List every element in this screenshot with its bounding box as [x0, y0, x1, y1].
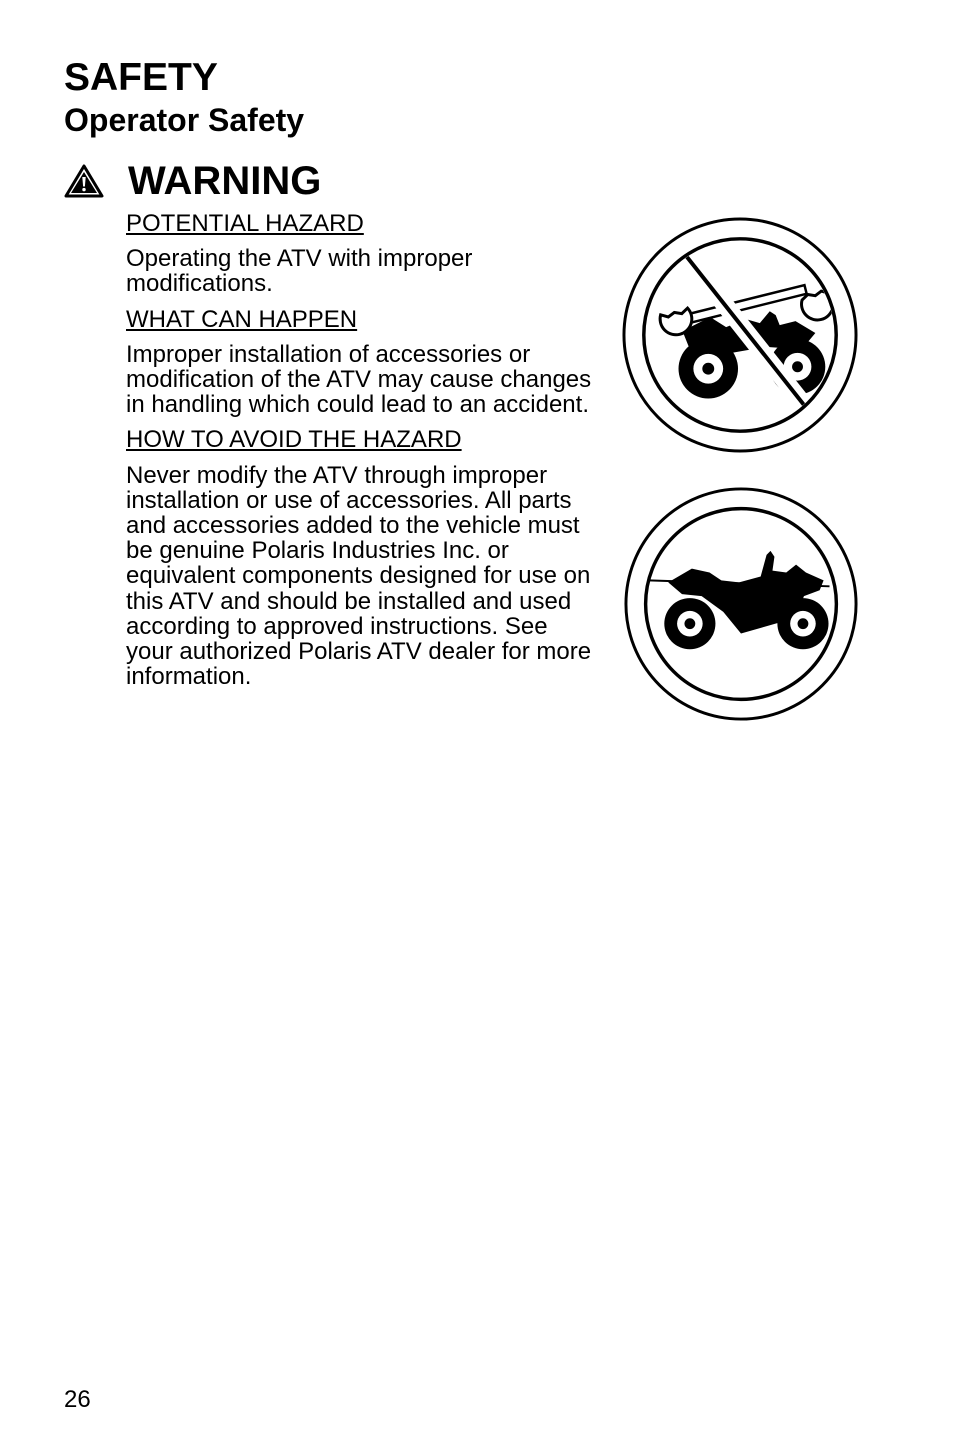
warning-heading: WARNING	[128, 159, 322, 203]
page-number: 26	[64, 1386, 91, 1413]
how-to-avoid-label: HOW TO AVOID THE HAZARD	[126, 426, 462, 454]
warning-body	[126, 211, 596, 699]
how-to-avoid-text: Never modify the ATV through improper installation or use of accessories. All parts and accessories added to the vehicle must be genuine Polaris Industries Inc. or equivalent components designed for use on this ATV and should be installed and used according to approved instructions. See your authorized Polaris ATV dealer for more information.	[126, 461, 592, 691]
no-modification-atv-icon	[621, 216, 859, 454]
warning-header	[64, 158, 321, 204]
atv-icon	[623, 486, 859, 722]
section-title: SAFETY	[64, 56, 218, 99]
warning-triangle-icon	[64, 164, 104, 198]
potential-hazard-label: POTENTIAL HAZARD	[126, 210, 364, 237]
what-can-happen-text: Improper installation of accessories or modification of the ATV may cause changes in handling which could lead to an accident.	[126, 340, 592, 419]
potential-hazard-text: Operating the ATV with improper modifications.	[126, 245, 473, 298]
what-can-happen-label: WHAT CAN HAPPEN	[126, 305, 358, 333]
subsection-title: Operator Safety	[64, 102, 305, 138]
